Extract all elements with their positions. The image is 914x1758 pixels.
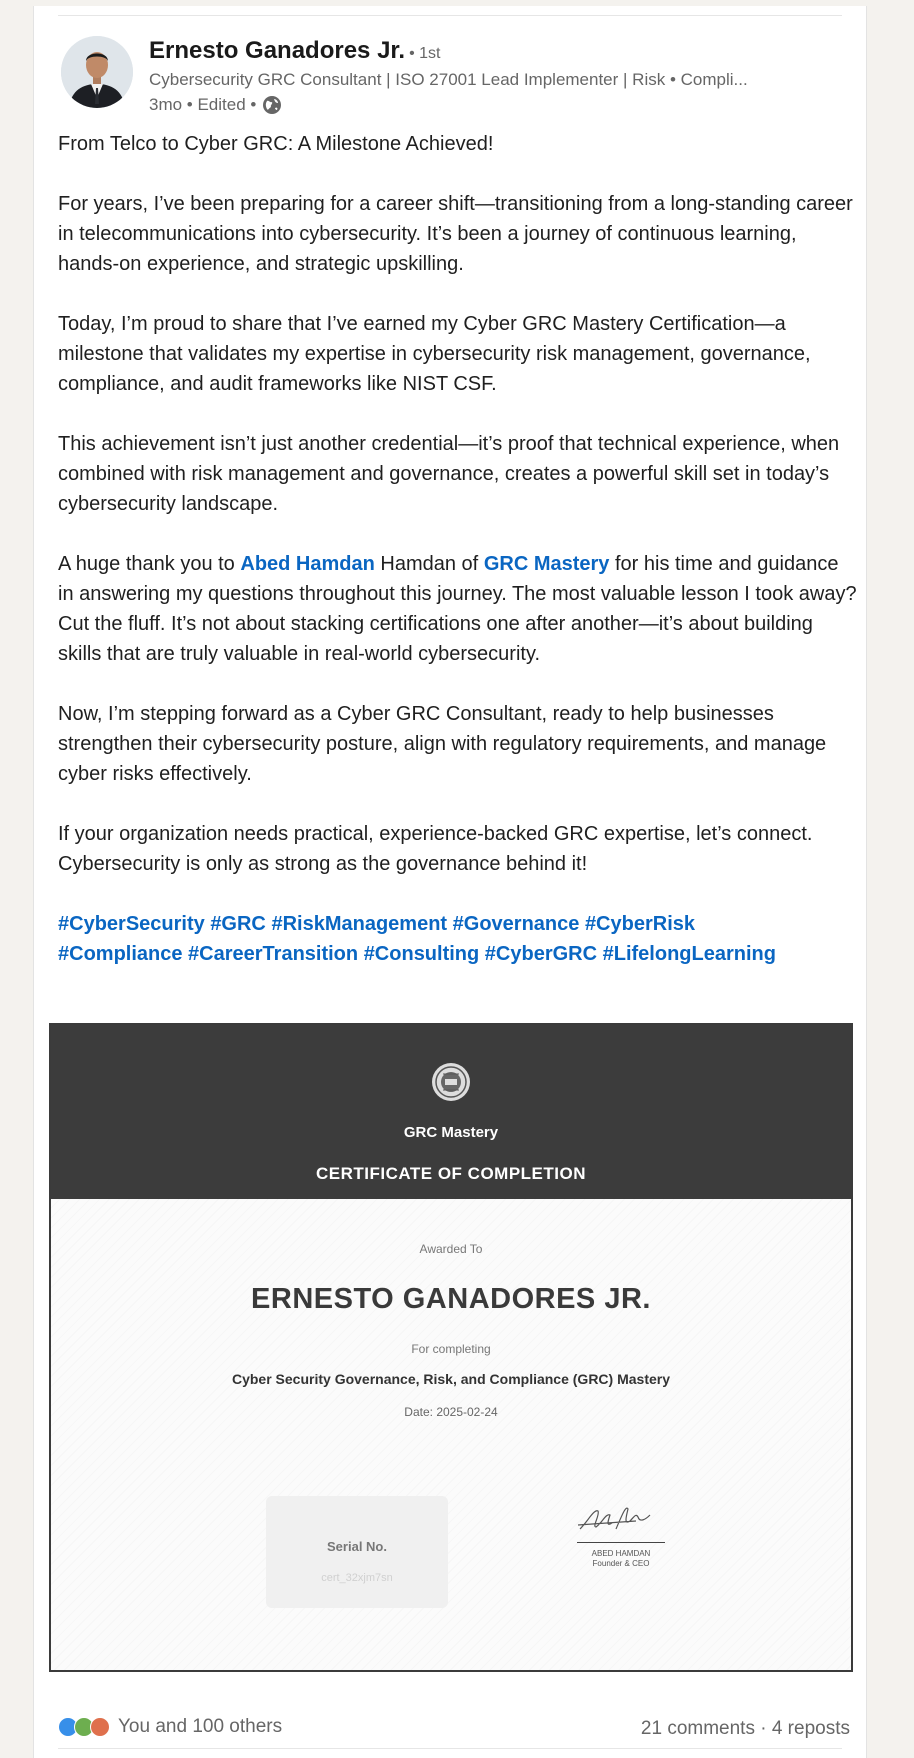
avatar-photo xyxy=(61,36,133,108)
post-paragraph: This achievement isn’t just another credential—it’s proof that technical experience, when combined with risk management and governance, creates a powerful skill set in today’s cybersecurity landscape. xyxy=(58,433,840,515)
post-paragraph: Today, I’m proud to share that I’ve earned my Cyber GRC Mastery Certification—a milestone that validates my expertise in cybersecurity risk management, governance, compliance, and audit frameworks like NIST CSF. xyxy=(58,313,811,395)
signature-image xyxy=(576,1499,666,1539)
post-meta-text: 3mo • Edited • xyxy=(149,95,257,114)
signature-line xyxy=(577,1542,665,1543)
for-completing-label: For completing xyxy=(411,1342,491,1356)
hashtag-link[interactable]: #GRC xyxy=(210,913,266,935)
signer-role: Founder & CEO xyxy=(592,1559,650,1568)
post-paragraph: If your organization needs practical, experience-backed GRC expertise, let’s connect. Cybersecurity is only as strong as the governance behind it! xyxy=(58,823,813,875)
divider xyxy=(58,1748,842,1749)
signer-name: ABED HAMDAN xyxy=(591,1549,651,1558)
certificate-image[interactable] xyxy=(49,1023,853,1672)
text: for his time and guidance in answering my questions throughout this journey. The most valuable lesson I took away? Cut the fluff. It’s not about stacking certifications one after another—it’s about building skills that are truly valuable in real-world cybersecurity. xyxy=(58,553,857,665)
connection-degree: • 1st xyxy=(409,45,441,62)
post-paragraph-thanks xyxy=(58,549,858,669)
hashtag-link[interactable]: #Governance xyxy=(452,913,580,935)
hashtag-link[interactable]: #CyberGRC xyxy=(484,943,598,965)
author-name-text[interactable]: Ernesto Ganadores Jr. xyxy=(149,37,406,64)
post-card xyxy=(33,6,867,1758)
hashtag-link[interactable]: #RiskManagement xyxy=(271,913,448,935)
text: A huge thank you to xyxy=(58,553,235,575)
mention-link-person[interactable]: Abed Hamdan xyxy=(240,553,375,575)
post-title: From Telco to Cyber GRC: A Milestone Achieved! xyxy=(58,133,494,155)
hashtag-link[interactable]: #CareerTransition xyxy=(188,943,359,965)
certificate-title: CERTIFICATE OF COMPLETION xyxy=(315,1164,586,1183)
hashtag-link[interactable]: #CyberRisk xyxy=(584,913,695,935)
hashtags xyxy=(58,909,858,969)
globe-icon xyxy=(262,95,282,115)
divider xyxy=(58,15,842,16)
comments-reposts-count[interactable]: 21 comments · 4 reposts xyxy=(640,1718,850,1739)
hashtag-link[interactable]: #Consulting xyxy=(363,943,480,965)
hashtag-link[interactable]: #LifelongLearning xyxy=(602,943,776,965)
author-name[interactable] xyxy=(149,37,441,65)
post-meta xyxy=(149,95,282,115)
love-icon xyxy=(90,1717,110,1737)
serial-box xyxy=(266,1496,448,1608)
serial-value: cert_32xjm7sn xyxy=(321,1572,393,1584)
mention-link-org[interactable]: GRC Mastery xyxy=(483,553,610,575)
hashtag-link[interactable]: #Compliance xyxy=(58,943,183,965)
certificate-body xyxy=(51,1199,851,1672)
certificate-org: GRC Mastery xyxy=(403,1124,499,1141)
post-paragraph: For years, I’ve been preparing for a career shift—transitioning from a long-standing career in telecommunications into cybersecurity. It’s been a journey of continuous learning, hands-on experience, and strategic upskilling. xyxy=(58,193,853,275)
reactions-summary[interactable] xyxy=(58,1710,282,1744)
author-avatar[interactable] xyxy=(61,36,133,108)
text: Hamdan of xyxy=(380,553,479,575)
reaction-icons xyxy=(58,1717,106,1737)
hashtag-link[interactable]: #CyberSecurity xyxy=(58,913,205,935)
certificate-date: Date: 2025-02-24 xyxy=(404,1405,498,1419)
seal-icon xyxy=(431,1062,471,1102)
awarded-to-label: Awarded To xyxy=(419,1242,483,1256)
post-text xyxy=(58,129,858,999)
recipient-name: ERNESTO GANADORES JR. xyxy=(251,1283,651,1315)
post-paragraph: Now, I’m stepping forward as a Cyber GRC Consultant, ready to help businesses strengthen their cybersecurity posture, align with regulatory requirements, and manage cyber risks effectively. xyxy=(58,703,827,785)
reactions-text[interactable]: You and 100 others xyxy=(118,1716,283,1737)
certificate-header xyxy=(51,1025,851,1199)
author-headline: Cybersecurity GRC Consultant | ISO 27001 Lead Implementer | Risk • Compli... xyxy=(149,70,748,89)
course-name: Cyber Security Governance, Risk, and Compliance (GRC) Mastery xyxy=(231,1371,671,1387)
serial-label: Serial No. xyxy=(327,1539,387,1554)
